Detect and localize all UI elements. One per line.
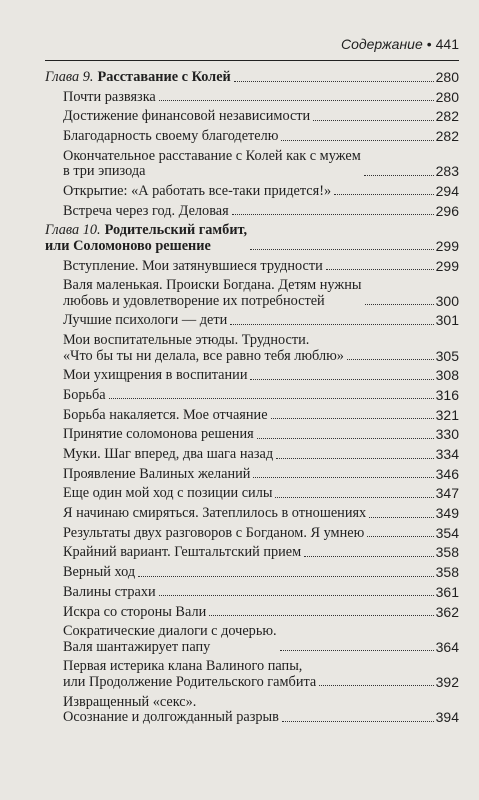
toc-page-number: 300 [435, 292, 459, 309]
toc-entry-title: Вступление. Мои затянувшиеся трудности [63, 257, 323, 274]
toc-entry [45, 565, 459, 581]
dot-leader [364, 175, 434, 176]
toc-entry [45, 109, 459, 125]
toc-page-number: 282 [435, 108, 459, 125]
toc-entry-title: Валя маленькая. Происки Богдана. Детям нужны любовь и удовлетворение их потребностей [63, 277, 362, 309]
toc-page-number: 364 [435, 638, 459, 655]
dot-leader [159, 100, 434, 101]
toc-page-number: 299 [435, 237, 459, 254]
toc-entry [45, 545, 459, 561]
toc-page-number: 282 [435, 128, 459, 145]
toc-entry-title: Проявление Валиных желаний [63, 465, 251, 482]
toc-entry [45, 129, 459, 145]
chapter-title: Расставание с Колей [97, 69, 231, 85]
dot-leader [257, 438, 434, 439]
dot-leader [281, 140, 433, 141]
toc-page-number: 334 [435, 446, 459, 462]
toc-page-number: 394 [435, 709, 459, 726]
dot-leader [276, 458, 434, 459]
dot-leader [230, 324, 433, 325]
toc-page-number: 296 [435, 202, 459, 219]
dot-leader [234, 81, 434, 82]
toc-page-number: 283 [435, 163, 459, 180]
toc-page-number: 308 [435, 367, 459, 384]
toc-entry [45, 278, 459, 309]
toc-entry-title: Результаты двух разговоров с Богданом. Я умнею [63, 524, 365, 541]
toc-entry-title: Еще один мой ход с позиции силы [63, 485, 273, 502]
header-rule [45, 60, 459, 61]
toc-entry [45, 605, 459, 621]
table-of-contents [45, 70, 459, 730]
dot-leader [347, 359, 434, 360]
toc-entry-title: Первая истерика клана Валиного папы, или Продолжение Родительского гамбита [63, 658, 317, 690]
chapter-label: Глава 10. [45, 222, 101, 239]
toc-entry [45, 447, 459, 463]
toc-page-number: 358 [435, 544, 459, 561]
toc-entry-title [45, 70, 231, 86]
toc-page-number: 316 [435, 386, 459, 403]
dot-leader [209, 615, 433, 616]
toc-entry-title: Валины страхи [63, 583, 156, 600]
dot-leader [367, 536, 433, 537]
toc-entry-title: Мои ухищрения в воспитании [63, 367, 248, 384]
dot-leader [253, 477, 433, 478]
toc-page-number: 301 [435, 312, 459, 329]
toc-entry [45, 695, 459, 726]
toc-entry-title: Извращенный «секс». Осознание и долгожданный разрыв [63, 693, 279, 726]
toc-entry-title: Искра со стороны Вали [63, 603, 207, 620]
dot-leader [282, 721, 434, 722]
dot-leader [304, 556, 433, 557]
toc-entry-title: Встреча через год. Деловая [63, 202, 229, 219]
toc-page-number: 294 [435, 182, 459, 199]
toc-entry-title: Достижение финансовой независимости [63, 108, 311, 125]
toc-entry [45, 368, 459, 384]
toc-entry [45, 90, 459, 106]
toc-page-number: 280 [435, 88, 459, 105]
toc-page-number: 361 [435, 583, 459, 600]
toc-entry [45, 184, 459, 200]
toc-entry-title: Окончательное расставание с Колей как с мужем в три эпизода [63, 147, 361, 180]
dot-leader [250, 379, 433, 380]
toc-page-number: 362 [435, 603, 459, 620]
toc-page-number: 347 [435, 485, 459, 502]
toc-page-number: 392 [435, 673, 459, 690]
dot-leader [275, 497, 433, 498]
dot-leader [159, 595, 434, 596]
toc-entry [45, 204, 459, 220]
toc-entry-title: Почти развязка [63, 88, 156, 105]
toc-entry-title: Сократические диалоги с дочерью. Валя шантажирует папу [63, 623, 277, 655]
chapter-title: Родительский гамбит, или Соломоново решение [45, 222, 248, 254]
toc-entry-title: Я начинаю смиряться. Затеплилось в отношениях [63, 505, 367, 522]
dot-leader [250, 249, 434, 250]
toc-entry [45, 585, 459, 601]
toc-page-number: 358 [435, 564, 459, 581]
toc-entry-title: Верный ход [63, 564, 136, 581]
toc-entry-title: Открытие: «А работать все-таки придется!» [63, 182, 332, 199]
dot-leader [109, 398, 434, 399]
dot-leader [138, 576, 434, 577]
dot-leader [334, 194, 434, 195]
toc-entry [45, 313, 459, 329]
toc-entry [45, 149, 459, 180]
dot-leader [365, 304, 434, 305]
dot-leader [271, 418, 434, 419]
toc-entry [45, 408, 459, 424]
toc-entry-title: Благодарность своему благодетелю [63, 128, 279, 145]
section-title: Содержание [340, 36, 423, 52]
toc-entry-title: Борьба накаляется. Мое отчаяние [63, 406, 268, 423]
toc-entry-title: Лучшие психологи — дети [63, 312, 228, 329]
dot-leader [369, 517, 433, 518]
toc-entry [45, 467, 459, 483]
toc-page-number: 349 [435, 505, 459, 522]
toc-chapter-entry [45, 223, 459, 254]
toc-entry [45, 486, 459, 502]
dot-leader [232, 214, 434, 215]
toc-entry [45, 624, 459, 655]
chapter-label: Глава 9. [45, 69, 94, 85]
toc-page-number: 305 [435, 347, 459, 364]
toc-entry-title: Принятие соломонова решения [63, 426, 254, 443]
toc-page-number: 346 [435, 465, 459, 482]
toc-entry-title: Крайний вариант. Гештальтский прием [63, 544, 302, 561]
dot-leader [280, 650, 434, 651]
toc-page-number: 321 [435, 406, 459, 423]
toc-entry-title: Мои воспитательные этюды. Трудности. «Что бы ты ни делала, все равно тебя люблю» [63, 332, 344, 364]
toc-page-number: 330 [435, 426, 459, 443]
toc-page-number: 280 [435, 69, 459, 85]
toc-entry-title: Борьба [63, 386, 106, 403]
toc-entry [45, 333, 459, 364]
toc-entry-title: Муки. Шаг вперед, два шага назад [63, 446, 274, 462]
toc-entry [45, 427, 459, 443]
toc-entry-title [45, 223, 247, 254]
toc-page-number: 354 [435, 524, 459, 541]
toc-entry [45, 506, 459, 522]
running-header [45, 36, 459, 56]
header-bullet: • [426, 36, 432, 52]
toc-page-number: 299 [435, 257, 459, 274]
toc-entry [45, 526, 459, 542]
page-number: 441 [435, 36, 459, 52]
dot-leader [326, 269, 434, 270]
dot-leader [313, 120, 433, 121]
toc-chapter-entry [45, 70, 459, 86]
toc-entry [45, 259, 459, 275]
toc-entry [45, 388, 459, 404]
dot-leader [319, 685, 433, 686]
toc-entry [45, 659, 459, 690]
